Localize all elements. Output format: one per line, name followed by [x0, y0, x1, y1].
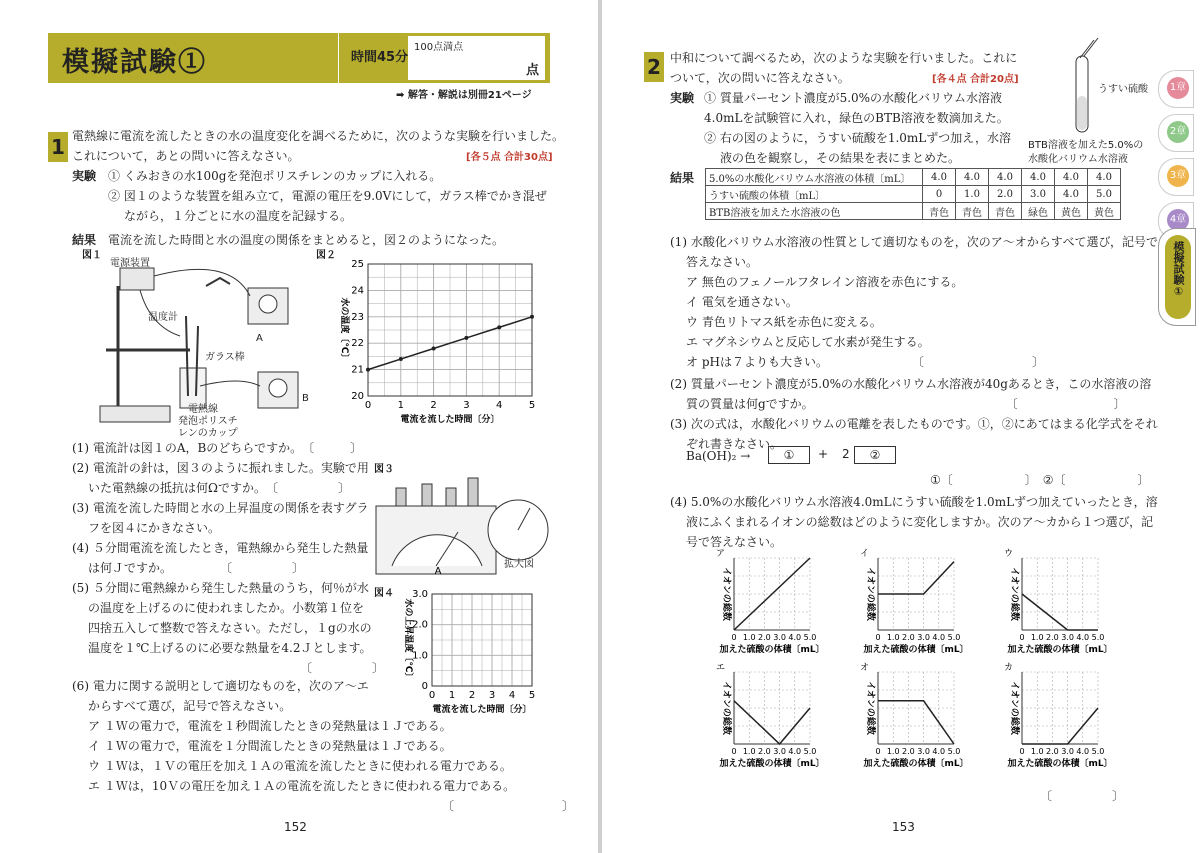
fig3-zoom-label: 拡大図 — [504, 559, 534, 570]
y-axis-label: 水の温度〔℃〕 — [339, 297, 349, 363]
q2-line-14: (4) 5.0%の水酸化バリウム水溶液4.0mLにうすい硫酸を1.0mLずつ加えていったとき，溶 — [670, 495, 1158, 509]
y-tick-label: 25 — [351, 259, 364, 270]
data-point — [464, 336, 468, 340]
grid — [1022, 558, 1098, 630]
q1-line-12: 〔 〕 — [300, 661, 385, 675]
q1-exp-3: ながら，１分ごとに水の温度を記録する。 — [124, 209, 353, 223]
x-tick-label: 0 — [875, 747, 881, 756]
x-tick-label: 0 — [1019, 633, 1025, 642]
ion-graph-5 — [856, 662, 1006, 774]
x-tick-label: 5.0 — [947, 633, 961, 642]
x-tick-label: 1.0 — [742, 747, 756, 756]
q1-exp-label: 実験 — [72, 169, 97, 183]
equation-plus: + — [818, 447, 829, 461]
x-tick-label: 2.0 — [758, 747, 771, 756]
x-tick-label: 5.0 — [803, 633, 817, 642]
table-row-header: うすい硫酸の体積〔mL〕 — [706, 186, 923, 203]
x-tick-label: 1.0 — [886, 747, 900, 756]
x-axis-label: 加えた硫酸の体積〔mL〕 — [863, 645, 969, 655]
x-tick-label: 3.0 — [917, 633, 930, 642]
fig4-chart — [380, 590, 550, 720]
x-tick-label: 2.0 — [902, 633, 915, 642]
q1-line-16: イ １Ｗの電力で，電流を１分間流したときの発熱量は１Ｊである。 — [88, 739, 452, 753]
q2-exp-3: ② 右の図のように，うすい硫酸を1.0mLずつ加え，水溶 — [704, 131, 1011, 145]
fig1-label-heater: 電熱線 — [188, 404, 218, 415]
ion-series-line — [878, 562, 954, 594]
x-axis-label: 電流を流した時間〔分〕 — [432, 705, 532, 715]
ion-graph-4 — [712, 662, 862, 774]
q2-exp-2: 4.0mLを試験管に入れ，緑色のBTB溶液を数滴加えた。 — [704, 111, 1009, 125]
exam-title: 模擬試験① — [62, 47, 207, 78]
x-axis-label: 加えた硫酸の体積〔mL〕 — [719, 645, 825, 655]
table-cell: 4.0 — [1022, 169, 1055, 186]
x-tick-label: 0 — [731, 747, 737, 756]
graph-letter: エ — [716, 663, 726, 673]
q2-line-5: ウ 青色リトマス紙を赤色に変える。 — [686, 315, 882, 329]
table-cell: 黄色 — [1088, 203, 1121, 220]
q2-line-17: 〔 〕 — [1040, 789, 1125, 803]
fig3-label: 図３ — [374, 464, 394, 475]
tab-chapter-1[interactable] — [1158, 70, 1194, 108]
svg-text:A: A — [434, 566, 442, 577]
q2-line-15: 液にふくまれるイオンの総数はどのように変化しますか。次のア〜カから１つ選び，記 — [686, 515, 1154, 529]
table-cell: 青色 — [923, 203, 956, 220]
equation-box-2[interactable]: ② — [854, 446, 896, 464]
q1-exp-2: ② 図１のような装置を組み立て，電源の電圧を9.0Vにして，ガラス棒でかき混ぜ — [108, 189, 547, 203]
x-tick-label: 5.0 — [1091, 633, 1105, 642]
x-tick-label: 5 — [528, 690, 536, 701]
x-tick-label: 2.0 — [1046, 747, 1059, 756]
x-tick-label: 1.0 — [742, 633, 756, 642]
x-tick-label: 4.0 — [932, 747, 946, 756]
grid — [1022, 672, 1098, 744]
x-tick-label: 4.0 — [1076, 747, 1090, 756]
table-cell: 4.0 — [956, 169, 989, 186]
q2-line-1: (1) 水酸化バリウム水溶液の性質として適切なものを，次のア〜オからすべて選び，記号で — [670, 235, 1158, 249]
q1-intro-1: 電熱線に電流を流したときの水の温度変化を調べるために，次のような実験を行いました。 — [72, 129, 565, 143]
q1-line-17: ウ １Ｗは，１Ｖの電圧を加え１Ａの電流を流したときに使われる電力である。 — [88, 759, 512, 773]
q2-line-2: 答えなさい。 — [686, 255, 759, 269]
table-cell: 緑色 — [1022, 203, 1055, 220]
x-axis-label: 加えた硫酸の体積〔mL〕 — [719, 759, 825, 769]
graph-letter: カ — [1004, 663, 1014, 673]
equation-box-1[interactable]: ① — [768, 446, 810, 464]
x-tick-label: 2.0 — [758, 633, 771, 642]
q2-intro-1: 中和について調べるため，次のような実験を行いました。これに — [670, 51, 1018, 65]
x-axis-label: 電流を流した時間〔分〕 — [400, 415, 500, 425]
tab-chapter-label: 4章 — [1167, 209, 1189, 231]
table-cell: 青色 — [956, 203, 989, 220]
table-row — [706, 203, 1121, 220]
table-cell: 0 — [923, 186, 956, 203]
x-tick-label: 3 — [463, 400, 470, 411]
x-tick-label: 3.0 — [917, 747, 930, 756]
x-tick-label: 4.0 — [788, 633, 802, 642]
q1-line-18: エ １Ｗは，10Ｖの電圧を加え１Ａの電流を流したときに使われる電力である。 — [88, 779, 516, 793]
q2-line-16: 号で答えなさい。 — [686, 535, 783, 549]
y-tick-label: 0 — [421, 681, 428, 692]
x-tick-label: 1 — [397, 400, 404, 411]
q1-line-11: 温度を１℃上げるのに必要な熱量を4.2Ｊとします。 — [88, 641, 372, 655]
fig1-label-cup-2: レンのカップ — [178, 428, 238, 439]
y-tick-label: 2.0 — [412, 619, 428, 631]
fig1-label-A: A — [256, 333, 263, 344]
table-row-header: BTB溶液を加えた水溶液の色 — [706, 203, 923, 220]
x-tick-label: 4.0 — [932, 633, 946, 642]
graph-letter: オ — [860, 663, 870, 673]
tab-chapter-label: 3章 — [1167, 165, 1189, 187]
tab-chapter-label: 2章 — [1167, 121, 1189, 143]
x-tick-label: 3.0 — [1061, 747, 1074, 756]
data-point — [432, 346, 436, 350]
fig2-chart — [320, 254, 550, 434]
tab-exam-label: 模擬試験① — [1172, 241, 1185, 298]
x-tick-label: 0 — [1019, 747, 1025, 756]
x-tick-label: 3.0 — [773, 747, 786, 756]
q2-line-12: Ba(OH)₂ → — [686, 449, 751, 463]
x-tick-label: 5.0 — [803, 747, 817, 756]
fig1-label-power: 電源装置 — [110, 258, 150, 269]
q2-line-3: ア 無色のフェノールフタレイン溶液を赤色にする。 — [686, 275, 964, 289]
fig1-label-cup-1: 発泡ポリスチ — [178, 416, 238, 427]
q2-line-10: (3) 次の式は，水酸化バリウムの電離を表したものです。①，②にあてはまる化学式をそれ — [670, 417, 1158, 431]
table-cell: 4.0 — [1055, 186, 1088, 203]
table-cell: 3.0 — [1022, 186, 1055, 203]
q1-line-8: (5) ５分間に電熱線から発生した熱量のうち，何％が水 — [72, 581, 369, 595]
table-cell: 5.0 — [1088, 186, 1121, 203]
y-axis-label: 水の上昇温度〔℃〕 — [403, 598, 413, 682]
grid — [432, 594, 532, 686]
q2-line-11: ぞれ書きなさい。 — [686, 437, 783, 451]
right-page-number: 153 — [892, 820, 915, 834]
y-axis-label: イオンの総数 — [865, 681, 875, 735]
data-point — [399, 357, 403, 361]
x-tick-label: 5 — [528, 400, 536, 411]
q1-result: 電流を流した時間と水の温度の関係をまとめると，図２のようになった。 — [108, 233, 505, 247]
q2-line-7: オ pHは７よりも大きい。 〔 〕 — [686, 355, 1044, 369]
q2-line-9: 質の質量は何gですか。 〔 〕 — [686, 397, 1126, 411]
q1-result-label: 結果 — [72, 233, 97, 247]
data-point — [497, 325, 501, 329]
q1-line-3: いた電熱線の抵抗は何Ωですか。 〔 〕 — [88, 481, 350, 495]
q1-line-9: の温度を上げるのに使われましたか。小数第１位を — [88, 601, 365, 615]
q1-line-19: 〔 〕 — [442, 799, 575, 813]
x-tick-label: 3 — [488, 690, 496, 701]
q2-line-6: エ マグネシウムと反応して水素が発生する。 — [686, 335, 930, 349]
y-tick-label: 22 — [351, 338, 364, 350]
x-axis-label: 加えた硫酸の体積〔mL〕 — [1007, 759, 1113, 769]
table-row — [706, 169, 1121, 186]
result-table — [705, 168, 1121, 220]
test-tube-illustration — [1062, 36, 1102, 136]
x-tick-label: 2.0 — [1046, 633, 1059, 642]
fig-label-dilute-acid: うすい硫酸 — [1098, 84, 1148, 95]
y-axis-label: イオンの総数 — [865, 567, 875, 621]
q2-intro-2: ついて，次の問いに答えなさい。 — [670, 71, 850, 85]
grid — [878, 672, 954, 744]
left-page-number: 152 — [284, 820, 307, 834]
table-cell: 1.0 — [956, 186, 989, 203]
table-row-header: 5.0%の水酸化バリウム水溶液の体積〔mL〕 — [706, 169, 923, 186]
q1-line-10: 四捨五入して整数で答えなさい。ただし，１gの水の — [88, 621, 372, 635]
y-tick-label: 3.0 — [412, 590, 428, 600]
q2-points: [各４点 合計20点] — [932, 74, 1019, 85]
q2-exp-label: 実験 — [670, 91, 695, 105]
x-tick-label: 4.0 — [1076, 633, 1090, 642]
q1-line-6: (4) ５分間電流を流したとき，電熱線から発生した熱量 — [72, 541, 369, 555]
q1-line-4: (3) 電流を流した時間と水の上昇温度の関係を表すグラ — [72, 501, 369, 515]
q2-line-8: (2) 質量パーセント濃度が5.0%の水酸化バリウム水溶液が40gあるとき，この水溶液の溶 — [670, 377, 1152, 391]
tab-exam-active[interactable] — [1158, 228, 1196, 326]
q2-exp-1: ① 質量パーセント濃度が5.0%の水酸化バリウム水溶液 — [704, 91, 1002, 105]
y-tick-label: 20 — [351, 391, 364, 402]
y-axis-label: イオンの総数 — [721, 567, 731, 621]
y-axis-label: イオンの総数 — [721, 681, 731, 735]
x-axis-label: 加えた硫酸の体積〔mL〕 — [1007, 645, 1113, 655]
table-row — [706, 186, 1121, 203]
y-tick-label: 23 — [351, 311, 364, 323]
grid — [368, 264, 532, 396]
question-2-number: 2 — [644, 52, 664, 82]
fig1-label-thermometer: 温度計 — [148, 312, 178, 323]
answer-reference: ➡ 解答・解説は別冊21ページ — [396, 90, 532, 101]
fig2-label: 図２ — [316, 250, 336, 261]
data-point — [366, 368, 370, 372]
q2-exp-4: 液の色を観察し，その結果を表にまとめた。 — [720, 151, 961, 165]
fig-label-btb-2: 水酸化バリウム水溶液 — [1028, 154, 1128, 165]
q1-line-14: からすべて選び，記号で答えなさい。 — [88, 699, 292, 713]
x-tick-label: 4 — [508, 690, 516, 701]
tab-chapter-2[interactable] — [1158, 114, 1194, 152]
time-limit: 時間45分 — [338, 33, 408, 83]
x-tick-label: 2 — [468, 690, 476, 701]
tab-chapter-label: 1章 — [1167, 77, 1189, 99]
q1-line-15: ア １Ｗの電力で，電流を１秒間流したときの発熱量は１Ｊである。 — [88, 719, 452, 733]
x-tick-label: 2 — [430, 400, 437, 411]
question-1-number: 1 — [48, 132, 68, 162]
fig4-label: 図４ — [374, 588, 394, 599]
table-cell: 4.0 — [989, 169, 1022, 186]
x-tick-label: 0 — [875, 633, 881, 642]
score-unit: 点 — [525, 63, 539, 78]
tab-chapter-3[interactable] — [1158, 158, 1194, 196]
ion-series-line — [734, 701, 810, 744]
data-point — [530, 315, 534, 319]
y-tick-label: 1.0 — [412, 650, 428, 662]
ion-series-line — [878, 701, 954, 744]
table-cell: 黄色 — [1055, 203, 1088, 220]
score-label: 100点満点 — [414, 42, 464, 53]
table-cell: 青色 — [989, 203, 1022, 220]
table-cell: 4.0 — [1055, 169, 1088, 186]
q1-points: [各５点 合計30点] — [466, 152, 553, 163]
grid — [734, 672, 810, 744]
ion-graph-6 — [1000, 662, 1150, 774]
y-tick-label: 21 — [351, 364, 364, 376]
graph-letter: イ — [860, 549, 870, 559]
x-tick-label: 0 — [364, 400, 372, 411]
x-tick-label: 3.0 — [773, 633, 786, 642]
fig1-label-glass-rod: ガラス棒 — [205, 352, 245, 363]
x-tick-label: 1.0 — [886, 633, 900, 642]
x-tick-label: 1 — [448, 690, 456, 701]
x-tick-label: 4 — [496, 400, 503, 411]
q2-line-13: ①〔 〕 ②〔 〕 — [930, 473, 1150, 487]
y-tick-label: 24 — [351, 285, 364, 297]
score-box[interactable] — [408, 36, 545, 80]
q1-exp-1: ① くみおきの水100gを発泡ポリスチレンのカップに入れる。 — [108, 169, 442, 183]
q1-line-7: は何Ｊですか。 〔 〕 — [88, 561, 305, 575]
x-tick-label: 5.0 — [947, 747, 961, 756]
q1-line-13: (6) 電力に関する説明として適切なものを，次のア〜エ — [72, 679, 369, 693]
fig1-label-B: B — [302, 393, 309, 404]
table-cell: 4.0 — [923, 169, 956, 186]
x-tick-label: 4.0 — [788, 747, 802, 756]
q1-line-1: (1) 電流計は図１のA，Bのどちらですか。 〔 〕 — [72, 441, 363, 455]
x-tick-label: 0 — [731, 633, 737, 642]
ion-graph-2 — [856, 548, 1006, 660]
table-cell: 4.0 — [1088, 169, 1121, 186]
q1-line-2: (2) 電流計の針は，図３のように振れました。実験で用 — [72, 461, 369, 475]
ion-graph-1 — [712, 548, 862, 660]
q1-line-5: フを図４にかきなさい。 — [88, 521, 221, 535]
x-tick-label: 3.0 — [1061, 633, 1074, 642]
x-tick-label: 5.0 — [1091, 747, 1105, 756]
graph-letter: ウ — [1004, 549, 1014, 559]
fig1-label: 図１ — [82, 250, 102, 261]
equation-coefficient: 2 — [842, 447, 850, 461]
ion-graph-3 — [1000, 548, 1150, 660]
y-axis-label: イオンの総数 — [1009, 681, 1019, 735]
graph-letter: ア — [716, 549, 726, 559]
x-axis-label: 加えた硫酸の体積〔mL〕 — [863, 759, 969, 769]
y-axis-label: イオンの総数 — [1009, 567, 1019, 621]
table-cell: 2.0 — [989, 186, 1022, 203]
x-tick-label: 1.0 — [1030, 633, 1044, 642]
x-tick-label: 0 — [428, 690, 436, 701]
q2-line-4: イ 電気を通さない。 — [686, 295, 798, 309]
q2-result-label: 結果 — [670, 171, 695, 185]
x-tick-label: 2.0 — [902, 747, 915, 756]
x-tick-label: 1.0 — [1030, 747, 1044, 756]
q1-intro-2: これについて，あとの問いに答えなさい。 — [72, 149, 300, 163]
fig-label-btb-1: BTB溶液を加えた5.0%の — [1028, 140, 1144, 151]
